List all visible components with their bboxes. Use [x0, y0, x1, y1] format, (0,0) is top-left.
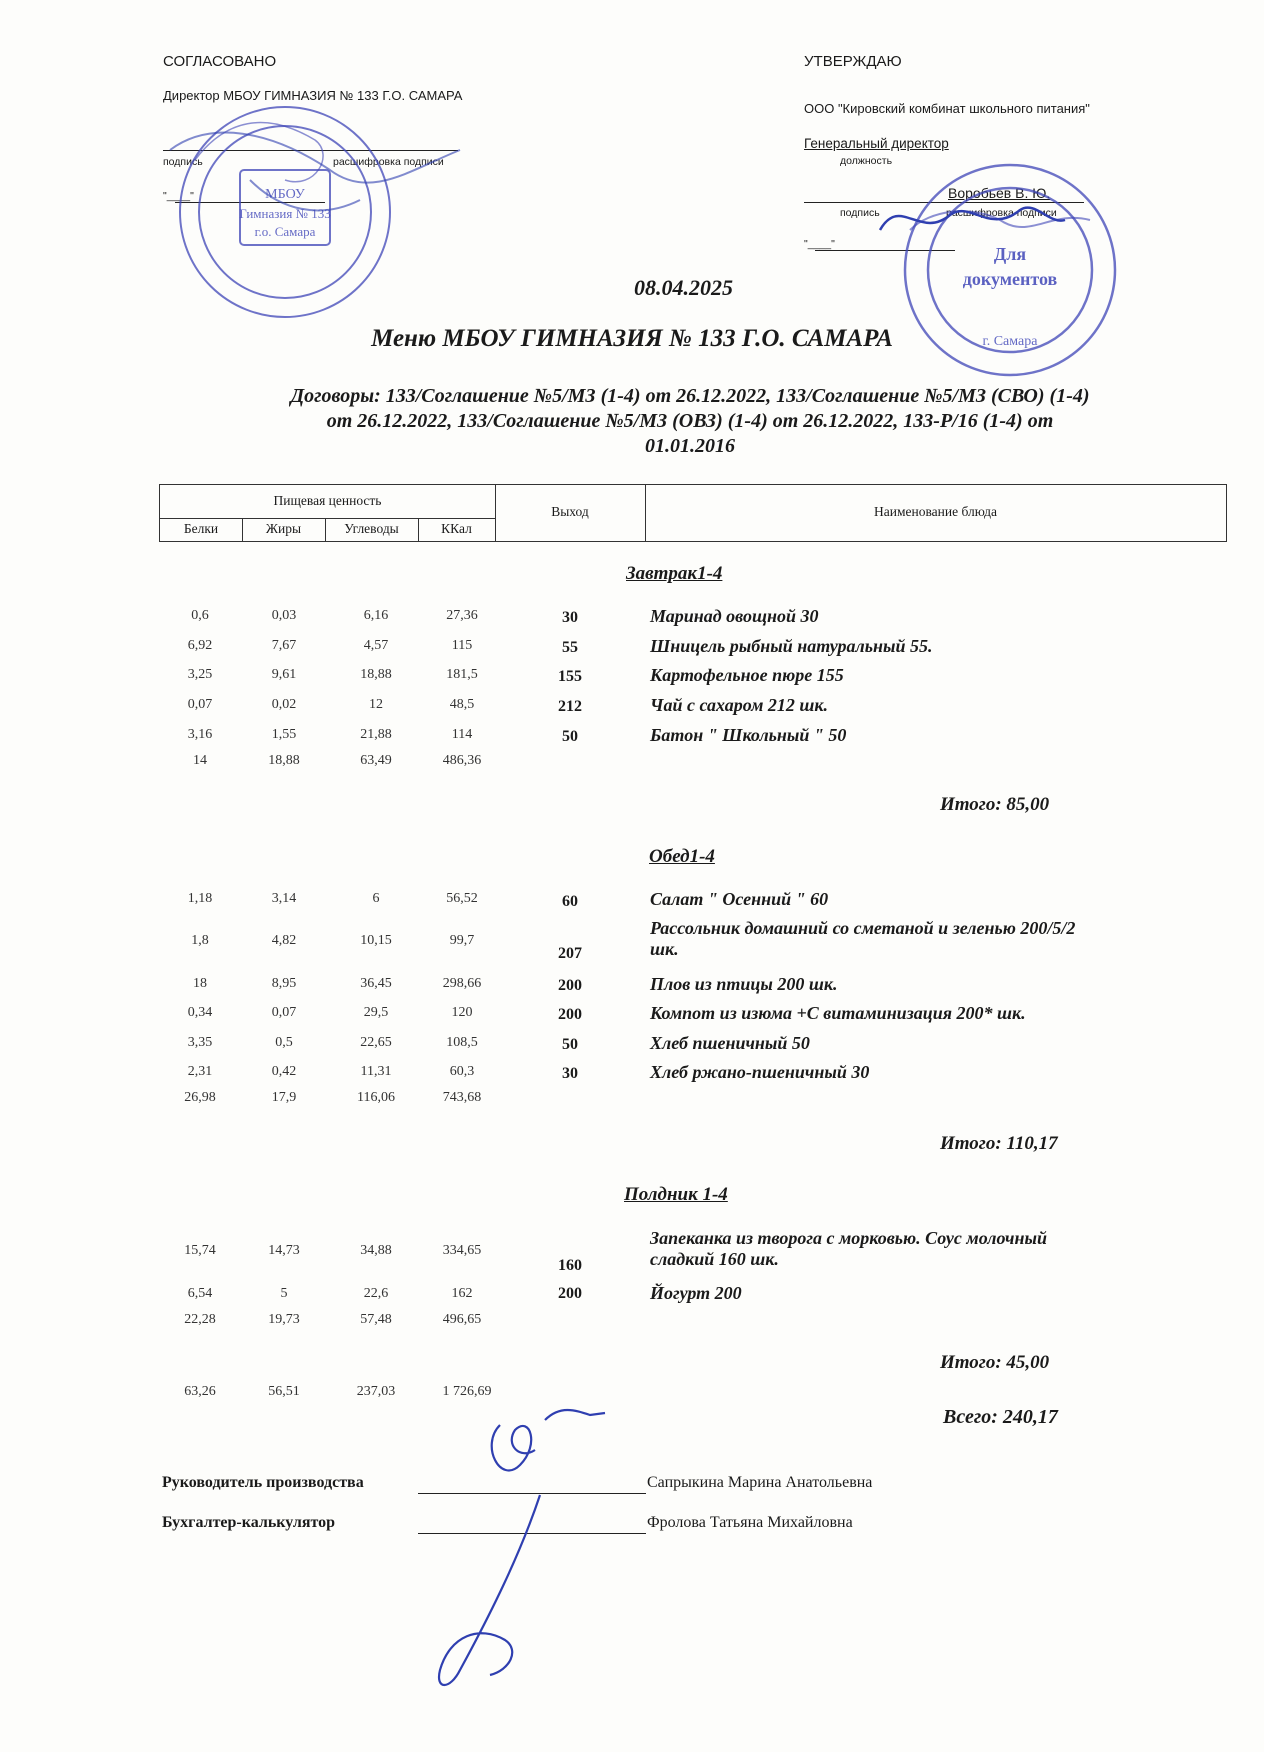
cell-fat: 7,67 — [271, 638, 297, 653]
total-protein: 14 — [193, 753, 207, 768]
dish-line-2: шк. — [650, 939, 679, 959]
cell-kcal: 108,5 — [446, 1035, 478, 1050]
cell-yield: 200 — [558, 1006, 582, 1023]
cell-protein: 1,18 — [187, 891, 213, 906]
approval-right-signer: Воробьев В. Ю. — [948, 185, 1051, 201]
svg-text:Гимназия № 133: Гимназия № 133 — [239, 206, 331, 221]
cell-yield: 200 — [558, 1285, 582, 1302]
caption-position: должность — [840, 155, 893, 167]
itogo-snack: Итого: 45,00 — [940, 1352, 1050, 1373]
caption-decoding-right: расшифровка подписи — [946, 207, 1057, 219]
svg-text:МБОУ: МБОУ — [265, 187, 305, 202]
page-title: Меню МБОУ ГИМНАЗИЯ № 133 Г.О. САМАРА — [371, 325, 893, 352]
contracts-line-1: Договоры: 133/Соглашение №5/МЗ (1-4) от 26.12.2022, 133/Соглашение №5/МЗ (СВО) (1-4) — [290, 385, 1090, 407]
cell-protein: 15,74 — [184, 1243, 216, 1258]
cell-dish: Плов из птицы 200 шк. — [650, 974, 838, 994]
cell-kcal: 99,7 — [449, 933, 475, 948]
contracts-line-2: от 26.12.2022, 133/Соглашение №5/МЗ (ОВЗ) (1-4) от 26.12.2022, 133-Р/16 (1-4) от — [326, 410, 1054, 432]
cell-yield: 60 — [562, 893, 578, 910]
svg-text:г. Самара: г. Самара — [982, 334, 1038, 349]
total-protein: 22,28 — [184, 1312, 216, 1327]
total-kcal: 496,65 — [442, 1312, 482, 1327]
cell-protein: 3,25 — [187, 667, 213, 682]
cell-carbs: 10,15 — [360, 933, 392, 948]
cell-carbs: 4,57 — [363, 638, 389, 653]
cell-carbs: 6,16 — [363, 608, 389, 623]
cell-kcal: 162 — [451, 1286, 473, 1301]
cell-carbs: 11,31 — [360, 1064, 392, 1079]
header-kcal: ККал — [441, 521, 472, 536]
itogo-lunch: Итого: 110,17 — [940, 1133, 1058, 1154]
cell-protein: 2,31 — [187, 1064, 213, 1079]
cell-yield: 50 — [562, 1036, 578, 1053]
cell-carbs: 6 — [372, 891, 380, 906]
cell-kcal: 120 — [451, 1005, 473, 1020]
total-kcal: 486,36 — [442, 753, 482, 768]
svg-text:документов: документов — [962, 269, 1058, 289]
cell-fat: 4,82 — [271, 933, 297, 948]
cell-dish: Картофельное пюре 155 — [650, 665, 844, 685]
cell-protein: 0,34 — [187, 1005, 213, 1020]
itogo-breakfast: Итого: 85,00 — [940, 794, 1050, 815]
cell-fat: 9,61 — [271, 667, 297, 682]
header-protein: Белки — [183, 521, 219, 536]
cell-protein: 3,16 — [187, 727, 213, 742]
date-placeholder-right: "____" — [804, 238, 835, 250]
cell-carbs: 34,88 — [360, 1243, 392, 1258]
head-of-production-label: Руководитель производства — [162, 1474, 364, 1491]
cell-yield: 160 — [558, 1257, 582, 1274]
cell-fat: 0,42 — [271, 1064, 297, 1079]
total-kcal: 743,68 — [442, 1090, 482, 1105]
cell-kcal: 181,5 — [446, 667, 478, 682]
cell-fat: 0,07 — [271, 1005, 297, 1020]
cell-kcal: 60,3 — [449, 1064, 475, 1079]
cell-dish: Хлеб пшеничный 50 — [650, 1033, 810, 1053]
cell-dish: Маринад овощной 30 — [650, 606, 819, 626]
approval-left-org: Директор МБОУ ГИМНАЗИЯ № 133 Г.О. САМАРА — [163, 88, 463, 103]
cell-carbs: 12 — [369, 697, 383, 712]
total-carbs: 116,06 — [357, 1090, 395, 1105]
cell-kcal: 334,65 — [442, 1243, 482, 1258]
cell-fat: 0,02 — [271, 697, 297, 712]
cell-protein: 1,8 — [191, 933, 209, 948]
handwritten-signature-right — [870, 190, 1070, 250]
grand-total-protein: 63,26 — [184, 1384, 216, 1399]
cell-fat: 1,55 — [271, 727, 297, 742]
grand-total-carbs: 237,03 — [356, 1384, 396, 1399]
cell-carbs: 22,6 — [363, 1286, 389, 1301]
cell-protein: 18 — [193, 976, 207, 991]
cell-yield: 212 — [558, 698, 582, 715]
grand-total-kcal: 1 726,69 — [442, 1384, 492, 1399]
section-title-lunch: Обед1-4 — [649, 846, 715, 867]
cell-carbs: 36,45 — [360, 976, 392, 991]
cell-dish: Компот из изюма +С витаминизация 200* шк. — [650, 1003, 1026, 1023]
cell-kcal: 48,5 — [449, 697, 475, 712]
menu-date: 08.04.2025 — [634, 275, 733, 300]
total-protein: 26,98 — [184, 1090, 216, 1105]
handwritten-signature-left — [130, 110, 490, 310]
date-placeholder-left: "____" — [163, 190, 194, 202]
svg-text:Для: Для — [993, 244, 1027, 264]
cell-yield: 200 — [558, 977, 582, 994]
cell-protein: 0,6 — [191, 608, 209, 623]
cell-kcal: 56,52 — [446, 891, 478, 906]
approval-right-org: ООО "Кировский комбинат школьного питания" — [804, 101, 1090, 116]
cell-fat: 8,95 — [271, 976, 297, 991]
cell-kcal: 27,36 — [446, 608, 478, 623]
cell-kcal: 114 — [451, 727, 473, 742]
dish-line-1: Запеканка из творога с морковью. Соус молочный — [650, 1228, 1047, 1248]
cell-yield: 50 — [562, 728, 578, 745]
dish-line-2: сладкий 160 шк. — [650, 1249, 779, 1269]
total-carbs: 63,49 — [360, 753, 392, 768]
section-title-breakfast: Завтрак1-4 — [626, 563, 723, 584]
cell-fat: 0,5 — [275, 1035, 293, 1050]
cell-protein: 3,35 — [187, 1035, 213, 1050]
cell-dish: Йогурт 200 — [650, 1283, 742, 1303]
head-of-production-name: Сапрыкина Марина Анатольевна — [647, 1474, 873, 1491]
section-title-snack: Полдник 1-4 — [624, 1184, 728, 1205]
cell-carbs: 18,88 — [360, 667, 392, 682]
cell-carbs: 21,88 — [360, 727, 392, 742]
cell-yield: 55 — [562, 639, 578, 656]
cell-yield: 155 — [558, 668, 582, 685]
total-fat: 19,73 — [268, 1312, 300, 1327]
cell-dish: Чай с сахаром 212 шк. — [650, 695, 829, 715]
header-yield: Выход — [551, 504, 589, 519]
cell-dish — [650, 1228, 1170, 1270]
cell-dish — [650, 918, 1145, 960]
cell-carbs: 29,5 — [363, 1005, 389, 1020]
accountant-name: Фролова Татьяна Михайловна — [647, 1514, 853, 1531]
total-fat: 18,88 — [268, 753, 300, 768]
caption-decoding-left: расшифровка подписи — [333, 156, 444, 168]
approval-right-position: Генеральный директор — [804, 136, 949, 151]
dish-line-1: Рассольник домашний со сметаной и зеленью 200/5/2 — [650, 918, 1076, 938]
total-fat: 17,9 — [271, 1090, 297, 1105]
cell-dish: Салат " Осенний " 60 — [650, 889, 829, 909]
accountant-label: Бухгалтер-калькулятор — [162, 1514, 336, 1531]
caption-signature-left: подпись — [163, 156, 203, 168]
total-carbs: 57,48 — [360, 1312, 392, 1327]
cell-dish: Батон " Школьный " 50 — [650, 725, 847, 745]
caption-signature-right: подпись — [840, 207, 880, 219]
cell-yield: 30 — [562, 609, 578, 626]
header-fat: Жиры — [265, 521, 302, 536]
grand-total-fat: 56,51 — [268, 1384, 300, 1399]
cell-fat: 0,03 — [271, 608, 297, 623]
header-nutrition: Пищевая ценность — [273, 493, 382, 508]
contracts — [0, 384, 1264, 459]
vsego-total: Всего: 240,17 — [943, 1406, 1058, 1428]
cell-fat: 14,73 — [268, 1243, 300, 1258]
cell-dish: Шницель рыбный натуральный 55. — [650, 636, 933, 656]
cell-protein: 6,92 — [187, 638, 213, 653]
cell-carbs: 22,65 — [360, 1035, 392, 1050]
approval-right-heading: УТВЕРЖДАЮ — [804, 53, 902, 70]
cell-fat: 5 — [280, 1286, 288, 1301]
cell-dish: Хлеб ржано-пшеничный 30 — [650, 1062, 870, 1082]
cell-yield: 207 — [558, 945, 582, 962]
cell-yield: 30 — [562, 1065, 578, 1082]
handwritten-signature-bottom — [420, 1385, 660, 1705]
cell-kcal: 298,66 — [442, 976, 482, 991]
cell-fat: 3,14 — [271, 891, 297, 906]
contracts-line-3: 01.01.2016 — [645, 435, 735, 457]
table-header — [159, 484, 1227, 542]
header-dish: Наименование блюда — [873, 504, 997, 519]
svg-text:г.о. Самара: г.о. Самара — [254, 224, 316, 239]
approval-left-heading: СОГЛАСОВАНО — [163, 53, 277, 70]
cell-protein: 6,54 — [187, 1286, 213, 1301]
cell-protein: 0,07 — [187, 697, 213, 712]
header-carbs: Углеводы — [344, 521, 399, 536]
cell-kcal: 115 — [451, 638, 473, 653]
